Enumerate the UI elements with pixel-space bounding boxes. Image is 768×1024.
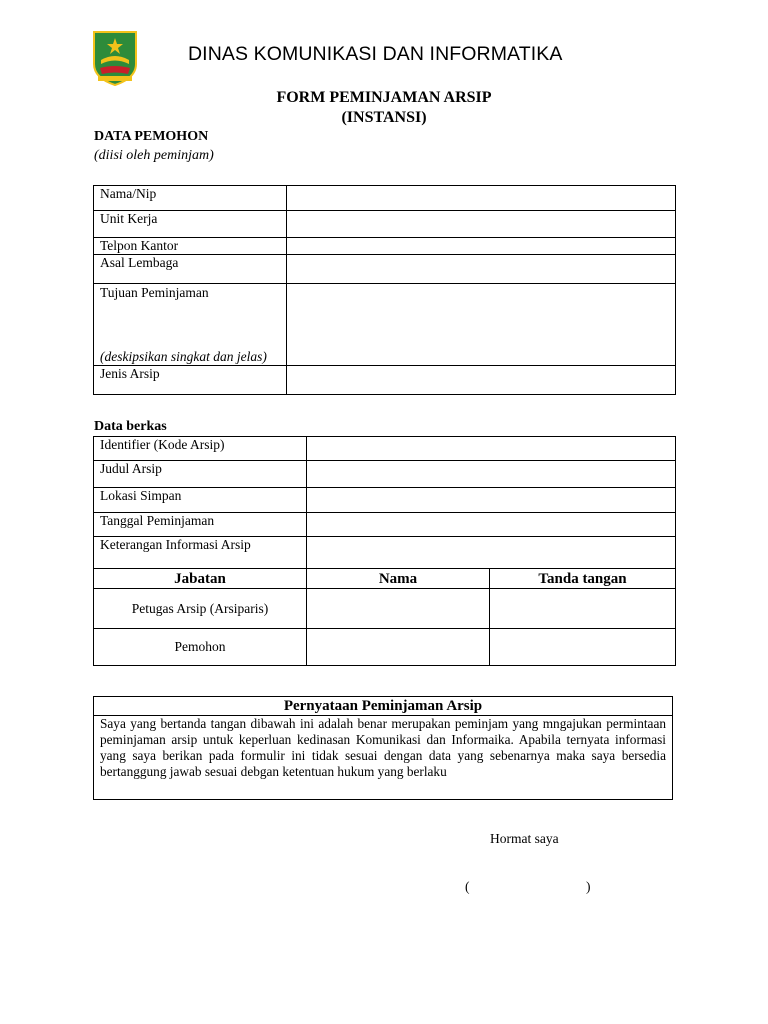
table-row [94,488,676,513]
jenis-arsip-field[interactable] [287,366,676,395]
closing-regards: Hormat saya [490,831,559,846]
field-label: Identifier (Kode Arsip) [94,437,307,461]
statement-title: Pernyataan Peminjaman Arsip [94,697,672,716]
lokasi-simpan-field[interactable] [307,488,676,513]
signature-close-paren: ) [586,879,591,894]
applicant-data-table [93,185,676,395]
files-section-heading: Data berkas [94,419,167,434]
judul-arsip-field[interactable] [307,461,676,488]
table-row [94,461,676,488]
telpon-kantor-field[interactable] [287,238,676,255]
table-row [94,366,676,395]
column-header-tanda-tangan: Tanda tangan [490,569,676,589]
tanggal-peminjaman-field[interactable] [307,513,676,537]
organization-name: DINAS KOMUNIKASI DAN INFORMATIKA [188,43,563,65]
signature-header-row [94,569,676,589]
petugas-signature-field[interactable] [490,589,676,629]
field-hint: (deskipsikan singkat dan jelas) [100,349,267,364]
keterangan-field[interactable] [307,537,676,569]
table-row [94,537,676,569]
table-row [94,589,676,629]
table-row [94,629,676,666]
tujuan-peminjaman-field[interactable] [287,284,676,366]
applicant-section-note: (diisi oleh peminjam) [94,148,214,163]
field-label: Asal Lembaga [94,255,287,284]
statement-body: Saya yang bertanda tangan dibawah ini adalah benar merupakan peminjam yang mngajukan permintaan peminjaman arsip untuk keperluan kedinasan Komunikasi dan Informaika. Apabila ternyata informasi yang saya berikan pada formulir ini tidak sesuai dengan data yang sebenarnya maka saya bersedia bertanggung jawab sesuai debgan ketentuan hukum yang berlaku [100,716,666,779]
role-label: Pemohon [94,629,307,666]
field-label: Keterangan Informasi Arsip [94,537,307,569]
file-data-table [93,436,676,666]
role-label: Petugas Arsip (Arsiparis) [94,589,307,629]
kode-arsip-field[interactable] [307,437,676,461]
field-label: Jenis Arsip [94,366,287,395]
table-row [94,513,676,537]
table-row [94,238,676,255]
table-row [94,255,676,284]
field-label: Lokasi Simpan [94,488,307,513]
signature-open-paren: ( [465,879,470,894]
batam-emblem-logo [92,30,138,86]
column-header-jabatan: Jabatan [94,569,307,589]
table-row [94,186,676,211]
asal-lembaga-field[interactable] [287,255,676,284]
field-label-cell [94,284,287,366]
statement-box [93,696,673,800]
field-label: Nama/Nip [94,186,287,211]
pemohon-signature-field[interactable] [490,629,676,666]
field-label: Tujuan Peminjaman [100,285,209,300]
pemohon-nama-field[interactable] [307,629,490,666]
field-label: Unit Kerja [94,211,287,238]
field-label: Telpon Kantor [94,238,287,255]
table-row [94,437,676,461]
column-header-nama: Nama [307,569,490,589]
petugas-nama-field[interactable] [307,589,490,629]
nama-nip-field[interactable] [287,186,676,211]
field-label: Tanggal Peminjaman [94,513,307,537]
table-row [94,284,676,366]
form-subtitle: (INSTANSI) [341,109,427,126]
field-label: Judul Arsip [94,461,307,488]
applicant-section-heading: DATA PEMOHON [94,129,209,144]
table-row [94,211,676,238]
unit-kerja-field[interactable] [287,211,676,238]
form-title: FORM PEMINJAMAN ARSIP [276,89,492,106]
